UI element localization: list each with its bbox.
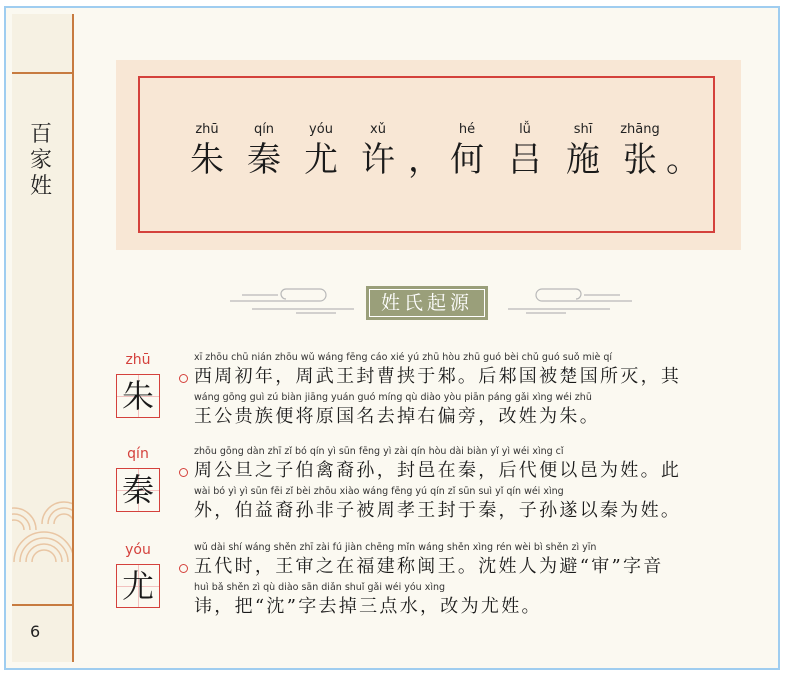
verse-character [558,122,608,182]
verse-hanzi: 。 [666,140,700,180]
surname-character: 尤 [116,564,160,608]
verse-character [239,122,289,182]
page-number: 6 [30,622,41,641]
verse-hanzi: ， [408,140,442,180]
hanzi-line: 西周初年，周武王封曹挟于邾。后邾国被楚国所灭，其 [194,366,682,387]
verse-pinyin: yóu [309,122,333,137]
hanzi-line: 周公旦之子伯禽裔孙，封邑在秦，后代便以邑为姓。此 [194,460,682,481]
surname-pinyin: qín [127,446,149,462]
verse-character [182,122,232,182]
entry-line [194,486,681,522]
book-title-char: 百 [29,122,52,147]
verse-pinyin: lǚ [519,122,531,137]
verse-character [353,122,403,182]
verse-frame [138,76,715,233]
surname-character: 秦 [116,468,160,512]
margin-rule-bottom [12,604,74,606]
verse-pinyin: qín [253,122,275,137]
verse-pinyin: hé [458,122,476,137]
verse-character [500,122,550,182]
book-title-vertical [26,122,56,200]
verse-pinyin: shī [573,122,593,137]
pinyin-line: huì bǎ shěn zì qù diào sān diǎn shuǐ gǎi wéi yóu xìng [194,582,446,593]
pinyin-line: wǔ dài shí wáng shěn zhī zài fú jiàn chēng mǐn wáng shěn xìng rén wèi bì shěn zì yīn [194,542,597,553]
cloud-left-decoration [226,283,362,317]
verse-line [140,122,713,182]
verse-hanzi: 尤 [304,140,338,180]
entry-line [194,446,681,482]
verse-pinyin: xǔ [370,122,386,137]
bullet-icon [179,374,188,383]
surname-character: 朱 [116,374,160,418]
pinyin-line: wài bó yì yì sūn fēi zǐ bèi zhōu xiào wáng fēng yú qín zǐ sūn suì yǐ qín wéi xìng [194,486,564,497]
entry-line [194,582,542,618]
book-margin [12,14,72,662]
hanzi-line: 王公贵族便将原国名去掉右偏旁，改姓为朱。 [194,406,600,427]
pinyin-line: zhōu gōng dàn zhī zǐ bó qín yì sūn fēng yì zài qín hòu dài biàn yǐ yì wéi xìng cǐ [194,446,564,457]
verse-character [296,122,346,182]
entry-line [194,542,664,578]
verse-hanzi: 何 [450,140,484,180]
wave-arcs-decoration [12,484,72,564]
pinyin-line: wáng gōng guì zú biàn jiāng yuán guó míng qù diào yòu piān páng gǎi xìng wéi zhū [194,392,592,403]
hanzi-line: 讳，把“沈”字去掉三点水，改为尤姓。 [194,596,542,617]
surname-pinyin: yóu [125,542,151,558]
verse-hanzi: 许 [361,140,395,180]
verse-hanzi: 张 [623,140,657,180]
book-title-char: 姓 [29,174,52,199]
bullet-icon [179,564,188,573]
origin-heading: 姓氏起源 [366,286,488,320]
verse-hanzi: 吕 [508,140,542,180]
margin-rule-top [12,72,74,74]
hanzi-line: 五代时，王审之在福建称闽王。沈姓人为避“审”字音 [194,556,664,577]
hanzi-line: 外，伯益裔孙非子被周孝王封于秦，子孙遂以秦为姓。 [194,500,682,521]
verse-character [442,122,492,182]
pinyin-line: xī zhōu chū nián zhōu wǔ wáng fēng cáo xié yú zhū hòu zhū guó bèi chǔ guó suǒ miè qí [194,352,612,363]
cloud-right-decoration [500,283,636,317]
entry-line [194,352,681,388]
verse-hanzi: 施 [566,140,600,180]
verse-pinyin [658,122,708,138]
bullet-icon [179,468,188,477]
verse-hanzi: 秦 [247,140,281,180]
verse-hanzi: 朱 [190,140,224,180]
margin-divider [72,14,74,662]
verse-pinyin: zhū [195,122,219,137]
surname-pinyin: zhū [125,352,151,368]
book-title-char: 家 [29,148,52,173]
verse-character [658,122,708,182]
verse-pinyin: zhāng [620,122,660,137]
entry-line [194,392,600,428]
